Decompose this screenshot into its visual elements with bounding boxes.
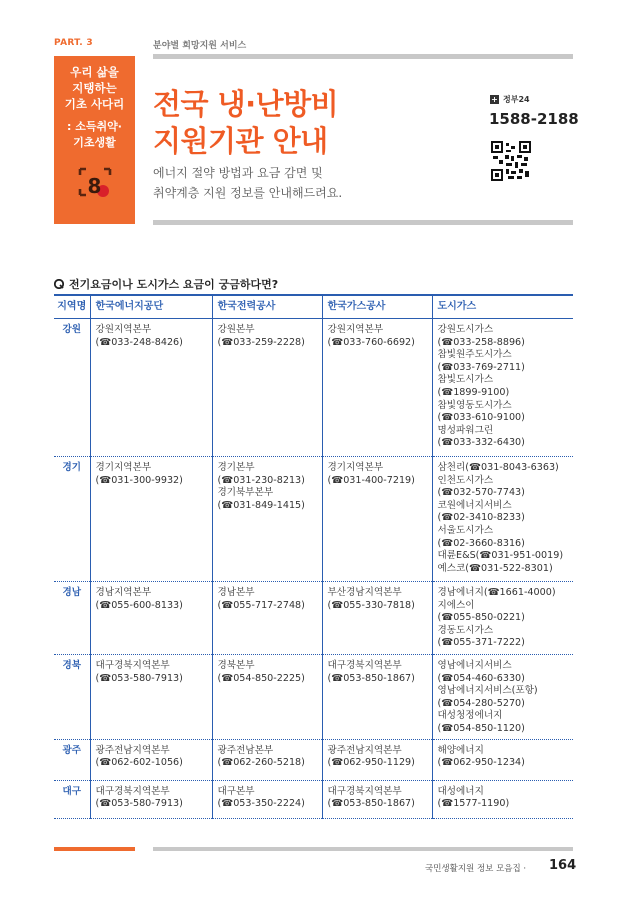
region-cell: 경북 — [54, 655, 90, 740]
kea-cell: 경남지역본부 (☎055-600-8133) — [90, 582, 212, 655]
question-bullet-icon — [54, 279, 64, 289]
footer-accent-bar — [54, 847, 135, 851]
qr-code-icon[interactable] — [491, 141, 531, 181]
top-divider — [153, 54, 573, 59]
page-subtitle: 에너지 절약 방법과 요금 감면 및 취약계층 지원 정보를 안내해드려요. — [153, 166, 343, 200]
kogas-cell: 부산경남지역본부 (☎055-330-7818) — [322, 582, 432, 655]
region-cell: 대구 — [54, 780, 90, 818]
table-header-row — [54, 295, 573, 319]
number-badge-digit: 8 — [87, 174, 102, 198]
kepco-cell: 경기본부 (☎031-230-8213) 경기북부본부 (☎031-849-1415) — [212, 457, 322, 582]
page-number: 164 — [549, 858, 577, 873]
region-cell: 광주 — [54, 739, 90, 780]
city-gas-cell: 삼천리(☎031-8043-6363) 인천도시가스 (☎032-570-7743) 코원에너지서비스 (☎02-3410-8233) 서울도시가스 (☎02-3660-8316) 대륜E&S(☎031-951-0019) 예스코(☎031-522-8301) — [432, 457, 573, 582]
category-title: 우리 삶을 지탱하는 기초 사다리 — [64, 65, 125, 111]
kogas-cell: 대구경북지역본부 (☎053-850-1867) — [322, 655, 432, 740]
kogas-cell: 강원지역본부 (☎033-760-6692) — [322, 319, 432, 457]
table-row — [54, 457, 573, 582]
city-gas-cell: 영남에너지서비스 (☎054-460-6330) 영남에너지서비스(포항) (☎054-280-5270) 대성청정에너지 (☎054-850-1120) — [432, 655, 573, 740]
kogas-cell: 경기지역본부 (☎031-400-7219) — [322, 457, 432, 582]
gov24-text: 정부24 — [503, 95, 530, 104]
category-box — [54, 56, 135, 224]
footer-title: 국민생활지원 정보 모음집 · — [425, 864, 527, 874]
kepco-cell: 강원본부 (☎033-259-2228) — [212, 319, 322, 457]
kea-cell: 대구경북지역본부 (☎053-580-7913) — [90, 655, 212, 740]
table-row — [54, 780, 573, 818]
table-row — [54, 655, 573, 740]
kogas-cell: 대구경북지역본부 (☎053-850-1867) — [322, 780, 432, 818]
kea-cell: 광주전남지역본부 (☎062-602-1056) — [90, 739, 212, 780]
city-gas-cell: 해양에너지 (☎062-950-1234) — [432, 739, 573, 780]
header-region: 지역명 — [54, 295, 90, 319]
city-gas-cell: 경남에너지(☎1661-4000) 지에스이 (☎055-850-0221) 경동도시가스 (☎055-371-7222) — [432, 582, 573, 655]
region-cell: 경남 — [54, 582, 90, 655]
footer-divider — [153, 847, 573, 851]
header-kogas: 한국가스공사 — [322, 295, 432, 319]
header-kea: 한국에너지공단 — [90, 295, 212, 319]
city-gas-cell: 대성에너지 (☎1577-1190) — [432, 780, 573, 818]
energy-agency-table — [54, 294, 573, 819]
contact-phone[interactable]: 1588-2188 — [489, 110, 579, 128]
plus-icon: + — [491, 95, 498, 104]
table-row — [54, 739, 573, 780]
city-gas-cell: 강원도시가스 (☎033-258-8896) 참빛원주도시가스 (☎033-769-2711) 참빛도시가스 (☎1899-9100) 참빛영동도시가스 (☎033-610-9100) 명성파워그린 (☎033-332-6430) — [432, 319, 573, 457]
kepco-cell: 경북본부 (☎054-850-2225) — [212, 655, 322, 740]
part-label: PART. 3 — [54, 38, 93, 48]
section-label: 분야별 희망지원 서비스 — [153, 41, 247, 51]
question-heading — [54, 276, 278, 292]
category-subtitle: : 소득취약· 기초생활 — [67, 120, 122, 149]
table-row — [54, 582, 573, 655]
region-cell: 경기 — [54, 457, 90, 582]
kepco-cell: 경남본부 (☎055-717-2748) — [212, 582, 322, 655]
kea-cell: 강원지역본부 (☎033-248-8426) — [90, 319, 212, 457]
header-city-gas: 도시가스 — [432, 295, 573, 319]
kepco-cell: 대구본부 (☎053-350-2224) — [212, 780, 322, 818]
gov24-label — [490, 94, 530, 105]
region-cell: 강원 — [54, 319, 90, 457]
table-row — [54, 319, 573, 457]
kea-cell: 경기지역본부 (☎031-300-9932) — [90, 457, 212, 582]
header-kepco: 한국전력공사 — [212, 295, 322, 319]
kepco-cell: 광주전남본부 (☎062-260-5218) — [212, 739, 322, 780]
title-divider — [153, 220, 573, 225]
kogas-cell: 광주전남지역본부 (☎062-950-1129) — [322, 739, 432, 780]
question-text: 전기요금이나 도시가스 요금이 궁금하다면? — [69, 278, 279, 291]
page-title: 전국 냉·난방비 지원기관 안내 — [153, 87, 339, 158]
kea-cell: 대구경북지역본부 (☎053-580-7913) — [90, 780, 212, 818]
